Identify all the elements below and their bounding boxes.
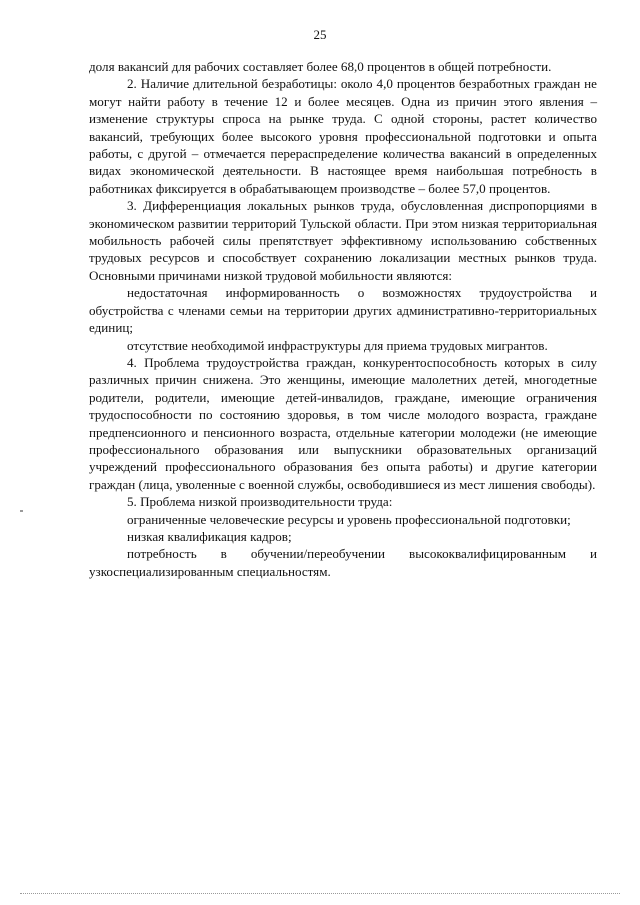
paragraph-item-2: 2. Наличие длительной безработицы: около 4,0 процентов безработных граждан не могут найти работу в течение 12 и более месяцев. Одна из причин этого явления – изменение структуры спроса на рынке труда. С одной стороны, растет количество вакансий, требующих более высокого уровня профессиональной подготовки и опыта работы, с другой – отмечается перераспределение количества вакансий в определенных видах экономической деятельности. В настоящее время наибольшая потребность в работниках фиксируется в обрабатывающем производстве – более 57,0 процентов. [89, 76, 597, 196]
scan-margin-mark [20, 510, 23, 512]
paragraph-item-5: 5. Проблема низкой производительности труда: [127, 494, 393, 510]
paragraph-subitem: потребность в обучении/переобучении высококвалифицированным и узкоспециализированным специальностям. [89, 546, 597, 579]
paragraph-subitem: недостаточная информированность о возможностях трудоустройства и обустройства с членами семьи на территории других административно-территориальных единиц; [89, 285, 597, 336]
paragraph-subitem: низкая квалификация кадров; [127, 528, 292, 544]
paragraph-item-3: 3. Дифференциация локальных рынков труда, обусловленная диспропорциями в экономическом развитии территорий Тульской области. При этом низкая территориальная мобильность рабочей силы препятствует эффективному использованию собственных трудовых ресурсов и способствует сохранению локализации местных рынков труда. Основными причинами низкой трудовой мобильности являются: [89, 198, 597, 283]
body-text [89, 58, 597, 580]
page-number: 25 [313, 27, 327, 42]
paragraph-subitem: ограниченные человеческие ресурсы и уровень профессиональной подготовки; [127, 511, 571, 527]
scan-footer-line [20, 893, 620, 896]
paragraph-subitem: отсутствие необходимой инфраструктуры для приема трудовых мигрантов. [127, 337, 548, 353]
paragraph-item-4: 4. Проблема трудоустройства граждан, конкурентоспособность которых в силу различных причин снижена. Это женщины, имеющие малолетних детей, многодетные родители, родители, имеющие детей-инвалидов, граждане, имеющие ограничения трудоспособности по состоянию здоровья, в том числе молодого возраста, граждане предпенсионного и пенсионного возраста, отдельные категории молодежи (не имеющие профессионального образования или выпускники образовательных организаций учреждений профессионального образования без опыта работы) и другие категории граждан (лица, уволенные с военной службы, освободившиеся из мест лишения свободы). [89, 354, 597, 492]
paragraph-continuation: доля вакансий для рабочих составляет более 68,0 процентов в общей потребности. [89, 59, 552, 74]
